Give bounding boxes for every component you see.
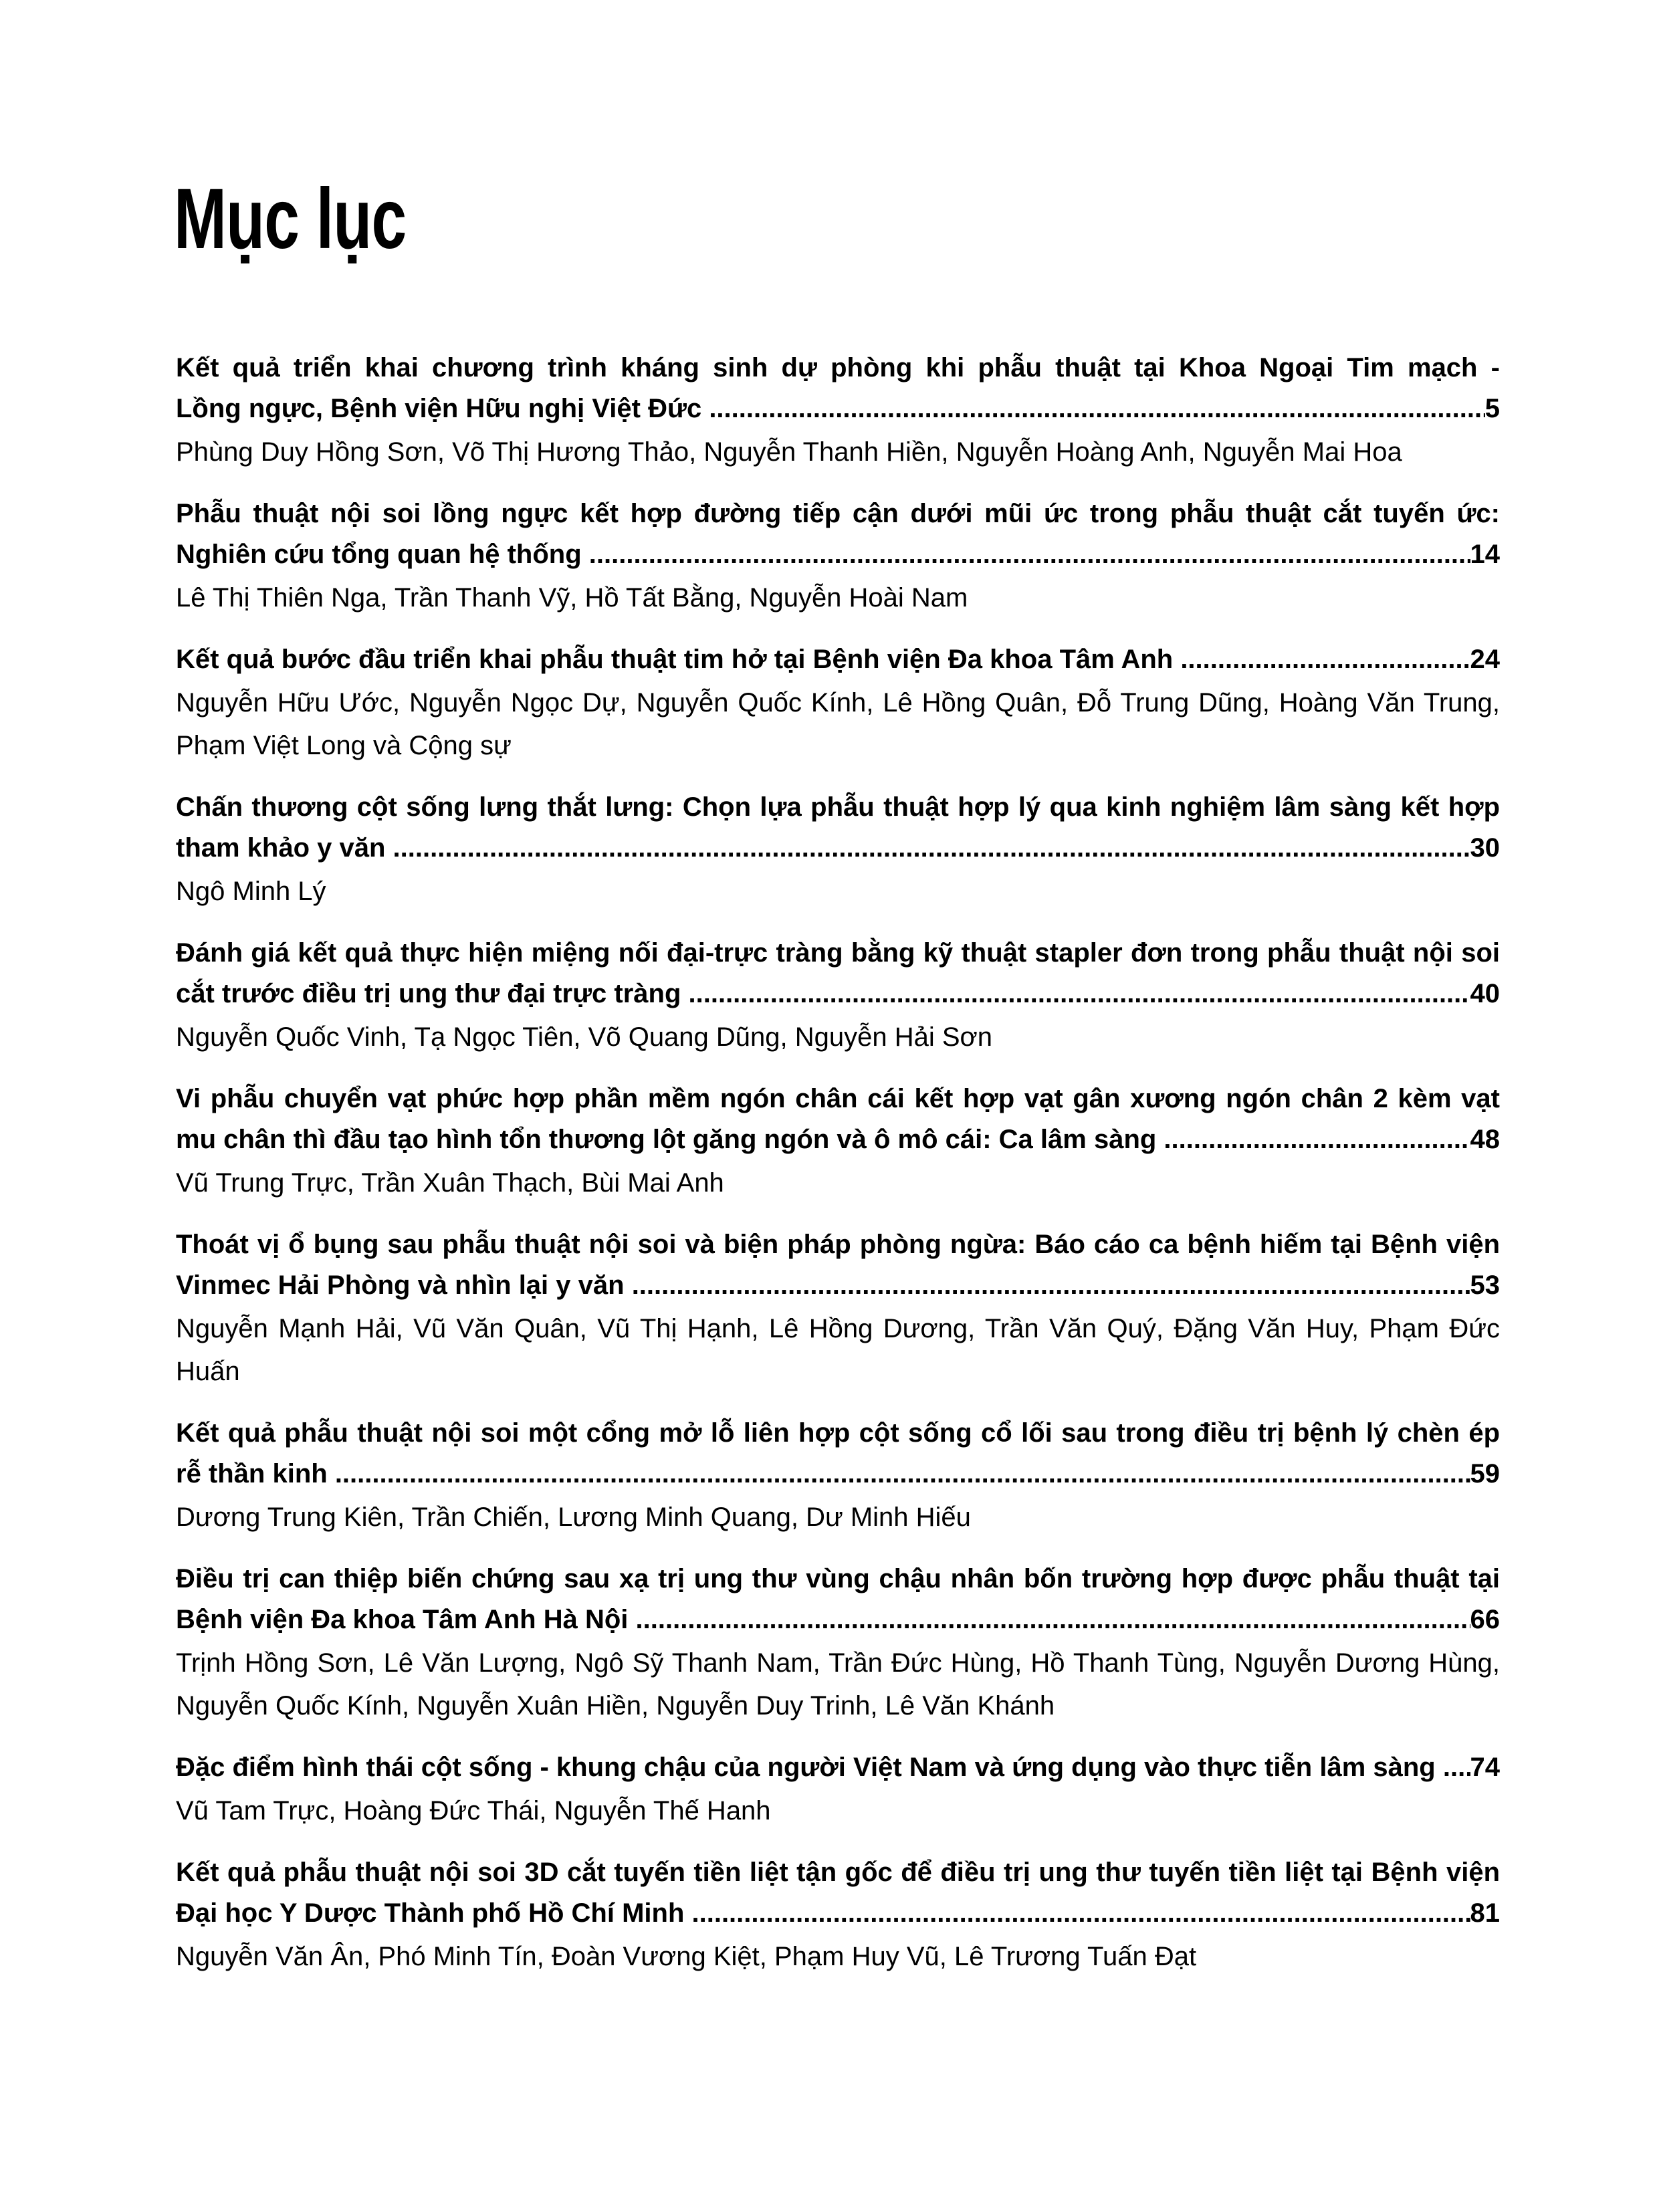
toc-entry-page-number: 14	[1470, 540, 1500, 569]
toc-entry-title[interactable]	[176, 1747, 1500, 1788]
toc-entry-title-line: Chấn thương cột sống lưng thắt lưng: Chọn lựa phẫu thuật hợp lý qua kinh nghiệm lâm sàng kết hợp	[176, 792, 1500, 822]
toc-entry-page-number: 24	[1470, 645, 1500, 674]
toc-entry-title-line: Kết quả triển khai chương trình kháng sinh dự phòng khi phẫu thuật tại Khoa Ngoại Tim mạch -	[176, 353, 1500, 382]
toc-entry-title-leader-line	[176, 389, 1500, 429]
toc-entry-authors: Nguyễn Mạnh Hải, Vũ Văn Quân, Vũ Thị Hạnh, Lê Hồng Dương, Trần Văn Quý, Đặng Văn Huy, Phạm Đức Huấn	[176, 1314, 1500, 1386]
toc-entry-page-number: 59	[1470, 1459, 1500, 1488]
toc-entry-title-leader-line	[176, 1893, 1500, 1934]
toc-entry-title-line: Phẫu thuật nội soi lồng ngực kết hợp đường tiếp cận dưới mũi ức trong phẫu thuật cắt tuyến ức:	[176, 499, 1500, 528]
toc-entry	[176, 348, 1500, 473]
toc-entry-page-number: 66	[1470, 1605, 1500, 1634]
toc-entry-title-text: tham khảo y văn .....	[176, 828, 1470, 869]
toc-entry	[176, 1747, 1500, 1832]
toc-entry-authors: Vũ Tam Trực, Hoàng Đức Thái, Nguyễn Thế Hanh	[176, 1796, 771, 1826]
table-of-contents	[176, 348, 1500, 1998]
toc-entry-title[interactable]	[176, 1224, 1500, 1306]
toc-entry-title-leader-line	[176, 639, 1500, 680]
toc-entry-title[interactable]	[176, 1852, 1500, 1934]
page-title: Mục lục	[174, 171, 407, 267]
toc-entry-title-line: Thoát vị ổ bụng sau phẫu thuật nội soi và biện pháp phòng ngừa: Báo cáo ca bệnh hiếm tại Bệnh viện	[176, 1230, 1500, 1259]
toc-entry-authors: Phùng Duy Hồng Sơn, Võ Thị Hương Thảo, Nguyễn Thanh Hiền, Nguyễn Hoàng Anh, Nguyễn Mai Hoa	[176, 437, 1402, 467]
toc-entry-title-text: Kết quả bước đầu triển khai phẫu thuật tim hở tại Bệnh viện Đa khoa Tâm Anh .....	[176, 639, 1470, 680]
toc-entry-title-leader-line	[176, 828, 1500, 869]
toc-entry-title-text: Bệnh viện Đa khoa Tâm Anh Hà Nội .....	[176, 1599, 1470, 1640]
toc-entry	[176, 787, 1500, 913]
toc-entry-title-text: mu chân thì đầu tạo hình tổn thương lột găng ngón và ô mô cái: Ca lâm sàng .....	[176, 1119, 1470, 1160]
toc-entry-page-number: 30	[1470, 833, 1500, 863]
toc-entry-title-line: Đánh giá kết quả thực hiện miệng nối đại-trực tràng bằng kỹ thuật stapler đơn trong phẫu thuật nội soi	[176, 938, 1500, 968]
toc-entry-title-text: Vinmec Hải Phòng và nhìn lại y văn .....	[176, 1265, 1470, 1306]
toc-entry-title-line: Vi phẫu chuyển vạt phức hợp phần mềm ngón chân cái kết hợp vạt gân xương ngón chân 2 kèm vạt	[176, 1084, 1500, 1113]
toc-entry-authors: Dương Trung Kiên, Trần Chiến, Lương Minh Quang, Dư Minh Hiếu	[176, 1503, 971, 1532]
toc-entry-authors: Nguyễn Quốc Vinh, Tạ Ngọc Tiên, Võ Quang Dũng, Nguyễn Hải Sơn	[176, 1022, 993, 1052]
toc-entry	[176, 1224, 1500, 1393]
toc-entry-title-text: Nghiên cứu tổng quan hệ thống .....	[176, 534, 1470, 575]
toc-entry-title-leader-line	[176, 1747, 1500, 1788]
toc-entry	[176, 639, 1500, 767]
toc-entry-authors: Trịnh Hồng Sơn, Lê Văn Lượng, Ngô Sỹ Thanh Nam, Trần Đức Hùng, Hồ Thanh Tùng, Nguyễn Dương Hùng, Nguyễn Quốc Kính, Nguyễn Xuân Hiền, Nguyễn Duy Trinh, Lê Văn Khánh	[176, 1648, 1500, 1721]
toc-entry-authors: Nguyễn Văn Ân, Phó Minh Tín, Đoàn Vương Kiệt, Phạm Huy Vũ, Lê Trương Tuấn Đạt	[176, 1942, 1197, 1971]
toc-entry-title-leader-line	[176, 534, 1500, 575]
toc-entry-title-text: rễ thần kinh .....	[176, 1454, 1470, 1495]
toc-entry-title-text: Đặc điểm hình thái cột sống - khung chậu của người Việt Nam và ứng dụng vào thực tiễn lâm sàng .....	[176, 1747, 1470, 1788]
toc-entry-title[interactable]	[176, 1413, 1500, 1495]
toc-entry-title[interactable]	[176, 348, 1500, 429]
toc-entry-title-leader-line	[176, 1599, 1500, 1640]
toc-entry	[176, 1079, 1500, 1204]
toc-entry-title-line: Kết quả phẫu thuật nội soi 3D cắt tuyến tiền liệt tận gốc để điều trị ung thư tuyến tiền liệt tại Bệnh viện	[176, 1858, 1500, 1887]
toc-entry	[176, 1559, 1500, 1727]
toc-entry-authors: Lê Thị Thiên Nga, Trần Thanh Vỹ, Hồ Tất Bằng, Nguyễn Hoài Nam	[176, 583, 968, 613]
toc-entry-authors: Nguyễn Hữu Ước, Nguyễn Ngọc Dự, Nguyễn Quốc Kính, Lê Hồng Quân, Đỗ Trung Dũng, Hoàng Văn Trung, Phạm Việt Long và Cộng sự	[176, 688, 1500, 760]
toc-entry-title[interactable]	[176, 639, 1500, 680]
toc-entry-page-number: 81	[1470, 1898, 1500, 1928]
toc-entry-title-leader-line	[176, 1454, 1500, 1495]
toc-entry	[176, 1413, 1500, 1539]
toc-entry-title[interactable]	[176, 933, 1500, 1014]
toc-entry-title-text: Lồng ngực, Bệnh viện Hữu nghị Việt Đức .....	[176, 389, 1485, 429]
toc-entry-title-line: Điều trị can thiệp biến chứng sau xạ trị ung thư vùng chậu nhân bốn trường hợp được phẫu thuật tại	[176, 1564, 1500, 1593]
toc-entry-authors: Ngô Minh Lý	[176, 877, 326, 906]
toc-entry-title-leader-line	[176, 974, 1500, 1014]
toc-entry-title-text: Đại học Y Dược Thành phố Hồ Chí Minh .....	[176, 1893, 1470, 1934]
toc-entry-title-leader-line	[176, 1265, 1500, 1306]
toc-entry-page-number: 5	[1484, 394, 1500, 423]
toc-entry-title-leader-line	[176, 1119, 1500, 1160]
toc-entry-page-number: 53	[1470, 1270, 1500, 1300]
toc-entry-authors: Vũ Trung Trực, Trần Xuân Thạch, Bùi Mai Anh	[176, 1168, 724, 1198]
toc-entry-title[interactable]	[176, 1559, 1500, 1640]
toc-entry-title-text: cắt trước điều trị ung thư đại trực tràng .....	[176, 974, 1470, 1014]
toc-entry	[176, 493, 1500, 619]
toc-entry-title[interactable]	[176, 1079, 1500, 1160]
toc-entry-title-line: Kết quả phẫu thuật nội soi một cổng mở lỗ liên hợp cột sống cổ lối sau trong điều trị bệnh lý chèn ép	[176, 1418, 1500, 1448]
toc-entry-page-number: 40	[1470, 979, 1500, 1008]
toc-entry	[176, 933, 1500, 1059]
toc-entry	[176, 1852, 1500, 1978]
toc-entry-page-number: 74	[1470, 1753, 1500, 1782]
toc-entry-title[interactable]	[176, 787, 1500, 869]
toc-entry-page-number: 48	[1470, 1125, 1500, 1154]
toc-entry-title[interactable]	[176, 493, 1500, 575]
